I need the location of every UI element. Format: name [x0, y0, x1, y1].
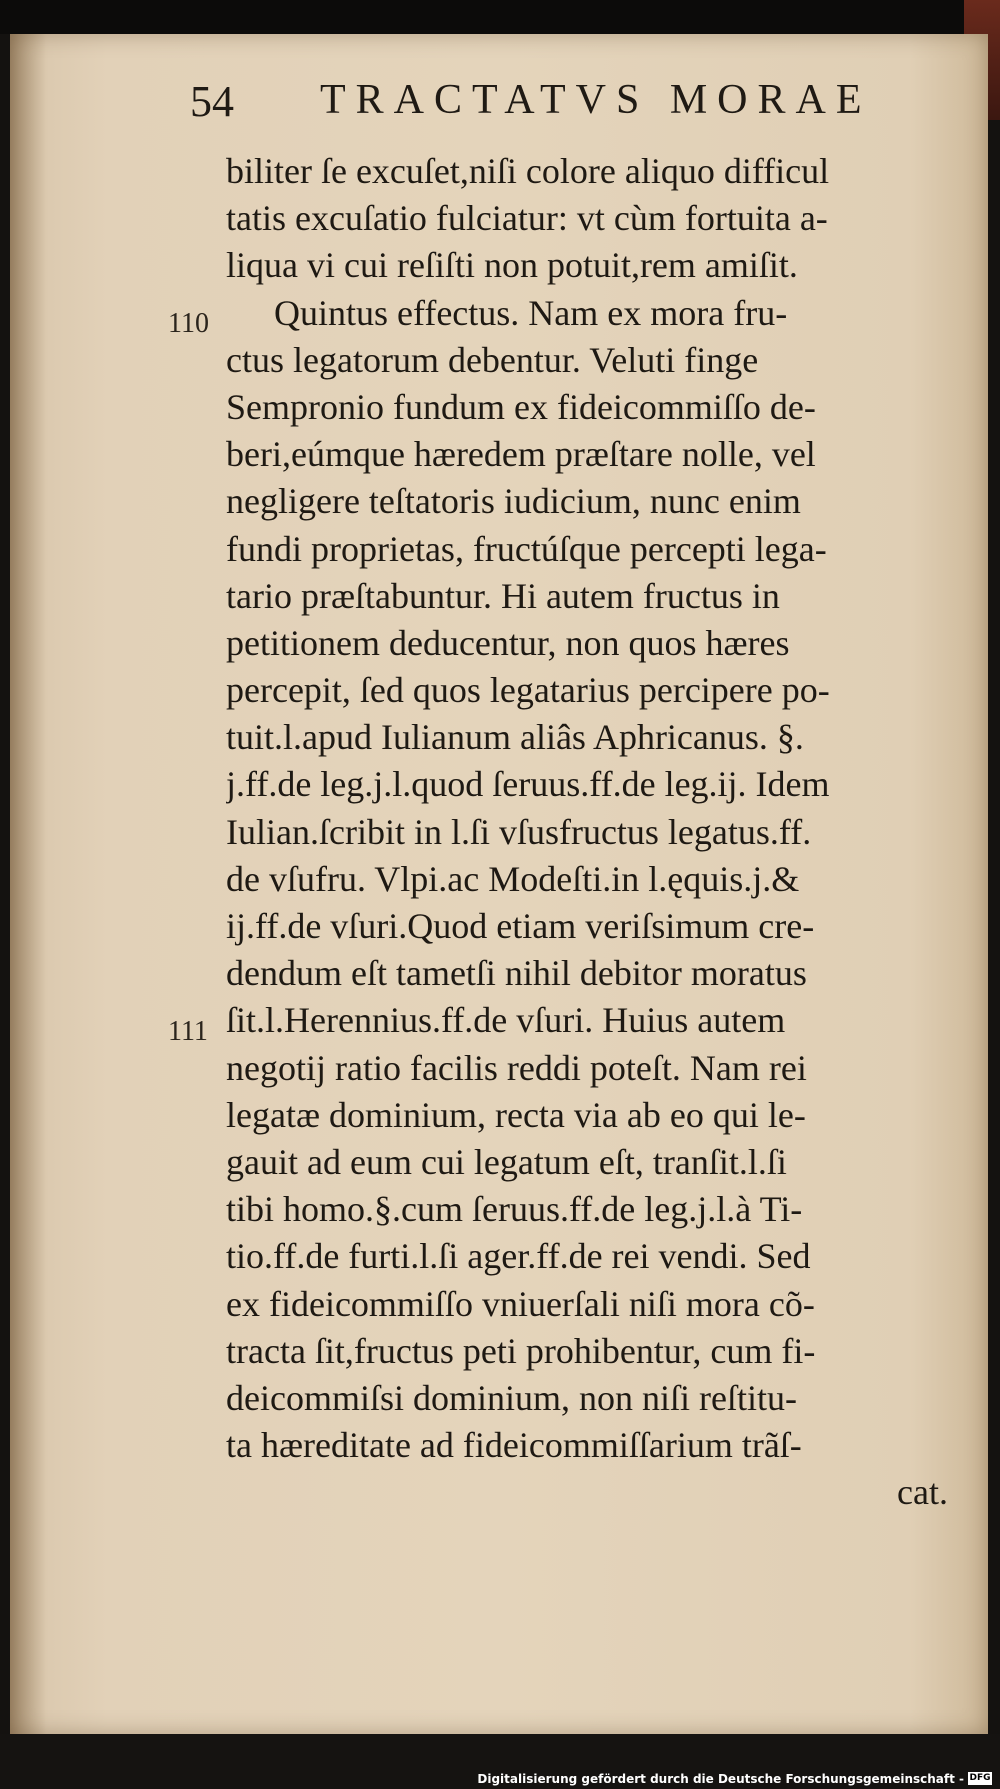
- text-line: Iulian.ſcribit in l.ſi vſusfructus legatus.ff.: [226, 811, 812, 852]
- text-line: beri,eúmque hæredem præſtare nolle, vel: [226, 434, 816, 475]
- text-line: negligere teſtatoris iudicium, nunc enim: [226, 481, 801, 522]
- catchword: cat.: [897, 1472, 948, 1513]
- page-header: [190, 76, 890, 146]
- text-line: tracta ſit,fructus peti prohibentur, cum fi-: [226, 1330, 816, 1371]
- text-line: tario præſtabuntur. Hi autem fructus in: [226, 575, 780, 616]
- text-line: ex fideicommiſſo vniuerſali niſi mora cõ-: [226, 1283, 815, 1324]
- text-line: j.ff.de leg.j.l.quod ſeruus.ff.de leg.ij. Idem: [226, 764, 830, 805]
- text-line: ſit.l.Herennius.ff.de vſuri. Huius autem: [226, 1000, 786, 1041]
- body-text: [226, 148, 956, 1516]
- text-line: ctus legatorum debentur. Veluti finge: [226, 339, 759, 380]
- scan-top-border: [0, 0, 1000, 34]
- text-line: de vſufru. Vlpi.ac Modeſti.in l.ęquis.j.&: [226, 858, 800, 899]
- text-line: fundi proprietas, fructúſque percepti lega-: [226, 528, 827, 569]
- text-line: tio.ff.de furti.l.ſi ager.ff.de rei vendi. Sed: [226, 1236, 811, 1277]
- text-line: Sempronio fundum ex fideicommiſſo de-: [226, 386, 816, 427]
- text-line: biliter ſe excuſet,niſi colore aliquo difficul: [226, 151, 830, 191]
- text-line: ta hæreditate ad fideicommiſſarium trãſ-: [226, 1425, 802, 1466]
- text-line: negotij ratio facilis reddi poteſt. Nam rei: [226, 1047, 807, 1088]
- page-number: 54: [190, 77, 234, 126]
- text-line: deicommiſsi dominium, non niſi reſtitu-: [226, 1377, 797, 1418]
- text-line: tuit.l.apud Iulianum aliâs Aphricanus. §.: [226, 717, 804, 758]
- dfg-logo: DFG: [969, 1773, 991, 1783]
- text-line: Quintus effectus. Nam ex mora fru-: [274, 292, 788, 333]
- margin-number-111: 111: [168, 1016, 208, 1047]
- digitization-credit: Digitalisierung gefördert durch die Deutsche Forschungsgemeinschaft -: [477, 1772, 964, 1786]
- running-title: TRACTATVS MORAE: [320, 77, 872, 123]
- page-gutter-shadow: [10, 34, 46, 1734]
- text-line: gauit ad eum cui legatum eſt, tranſit.l.ſi: [226, 1141, 787, 1182]
- text-line: liqua vi cui reſiſti non potuit,rem amiſit.: [226, 245, 798, 286]
- text-line: legatæ dominium, recta via ab eo qui le-: [226, 1094, 806, 1135]
- text-line: ij.ff.de vſuri.Quod etiam veriſsimum cre-: [226, 906, 815, 946]
- text-line: petitionem deducentur, non quos hæres: [226, 622, 790, 663]
- text-line: tibi homo.§.cum ſeruus.ff.de leg.j.l.à Ti-: [226, 1189, 803, 1230]
- text-line: dendum eſt tametſi nihil debitor moratus: [226, 953, 807, 994]
- text-line: percepit, ſed quos legatarius percipere po-: [226, 670, 830, 711]
- margin-number-110: 110: [168, 308, 209, 339]
- text-line: tatis excuſatio fulciatur: vt cùm fortuita a-: [226, 198, 828, 239]
